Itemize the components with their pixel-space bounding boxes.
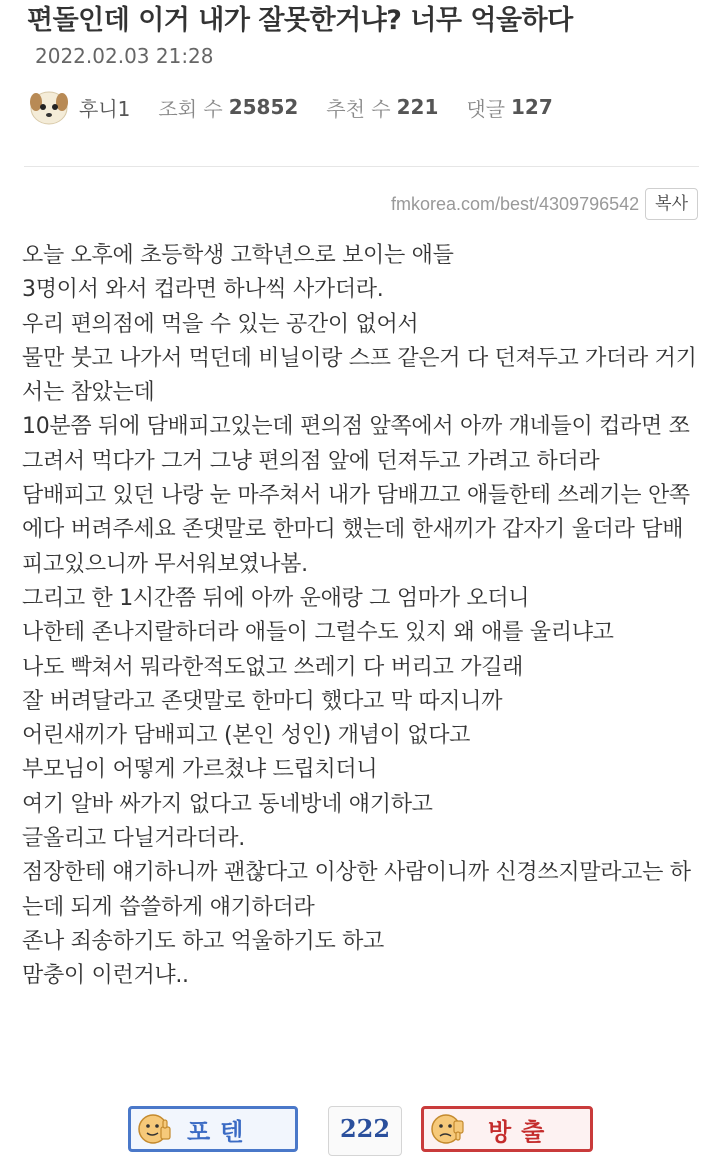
post-header xyxy=(27,4,702,73)
avatar[interactable] xyxy=(27,88,71,126)
recommend-label: 추천 수 xyxy=(326,96,391,121)
copy-link-button[interactable]: 복사 xyxy=(645,188,698,220)
thumbs-up-face-icon xyxy=(137,1111,173,1147)
post-meta xyxy=(27,88,581,126)
downvote-button[interactable] xyxy=(421,1106,593,1152)
permalink-row xyxy=(391,188,698,220)
vote-bar xyxy=(0,1106,719,1156)
vote-count: 222 xyxy=(328,1106,402,1156)
thumbs-down-face-icon xyxy=(430,1111,466,1147)
body-line: 10분쯤 뒤에 담배피고있는데 편의점 앞쪽에서 아까 걔네들이 컵라면 쪼그려서 먹다가 그거 그냥 편의점 앞에 던져두고 가려고 하더라 xyxy=(22,414,690,474)
comments-count[interactable]: 127 xyxy=(511,95,553,119)
body-line: 물만 붓고 나가서 먹던데 비닐이랑 스프 같은거 다 던져두고 가더라 거기서는 참았는데 xyxy=(22,345,697,406)
post-body xyxy=(22,239,702,994)
body-line: 맘충이 이런거냐.. xyxy=(22,963,189,989)
downvote-label: 방출 xyxy=(488,1117,555,1146)
body-line: 담배피고 있던 나랑 눈 마주쳐서 내가 담배끄고 애들한테 쓰레기는 안쪽에다 버려주세요 존댓말로 한마디 했는데 한새끼가 갑자기 울더라 담배피고있으니까 무서워보였나봄. xyxy=(22,483,690,577)
body-line: 부모님이 어떻게 가르쳤냐 드립치더니 xyxy=(22,757,378,783)
header-divider xyxy=(24,166,699,167)
body-line: 존나 죄송하기도 하고 억울하기도 하고 xyxy=(22,928,385,954)
body-line: 오늘 오후에 초등학생 고학년으로 보이는 애들 xyxy=(22,243,454,268)
post-title: 편돌인데 이거 내가 잘못한거냐? 너무 억울하다 xyxy=(27,5,573,36)
body-line: 글올리고 다닐거라더라. xyxy=(22,826,245,852)
recommend-count: 221 xyxy=(396,95,439,119)
body-line: 점장한테 얘기하니까 괜찮다고 이상한 사람이니까 신경쓰지말라고는 하는데 되게 씁쓸하게 얘기하더라 xyxy=(22,860,691,920)
comments-label: 댓글 xyxy=(466,96,506,121)
views-count: 25852 xyxy=(228,95,299,119)
body-line: 우리 편의점에 먹을 수 있는 공간이 없어서 xyxy=(22,311,419,337)
body-line: 나도 빡쳐서 뭐라한적도없고 쓰레기 다 버리고 가길래 xyxy=(22,654,524,680)
post-date: 2022.02.03 21:28 xyxy=(35,44,214,68)
permalink-url[interactable]: fmkorea.com/best/4309796542 xyxy=(390,193,640,214)
body-line: 그리고 한 1시간쯤 뒤에 아까 운애랑 그 엄마가 오더니 xyxy=(22,585,530,611)
body-line: 어린새끼가 담배피고 (본인 성인) 개념이 없다고 xyxy=(22,723,471,749)
body-line: 나한테 존나지랄하더라 애들이 그럴수도 있지 왜 애를 울리냐고 xyxy=(22,620,614,646)
body-line: 잘 버려달라고 존댓말로 한마디 했다고 막 따지니까 xyxy=(22,688,503,714)
body-line: 3명이서 와서 컵라면 하나씩 사가더라. xyxy=(22,277,384,303)
upvote-button[interactable] xyxy=(128,1106,298,1152)
upvote-label: 포텐 xyxy=(187,1117,254,1146)
body-line: 여기 알바 싸가지 없다고 동네방네 얘기하고 xyxy=(22,791,433,817)
author-name[interactable]: 후니1 xyxy=(79,96,131,121)
post-title-row xyxy=(27,4,702,73)
views-label: 조회 수 xyxy=(158,96,223,121)
